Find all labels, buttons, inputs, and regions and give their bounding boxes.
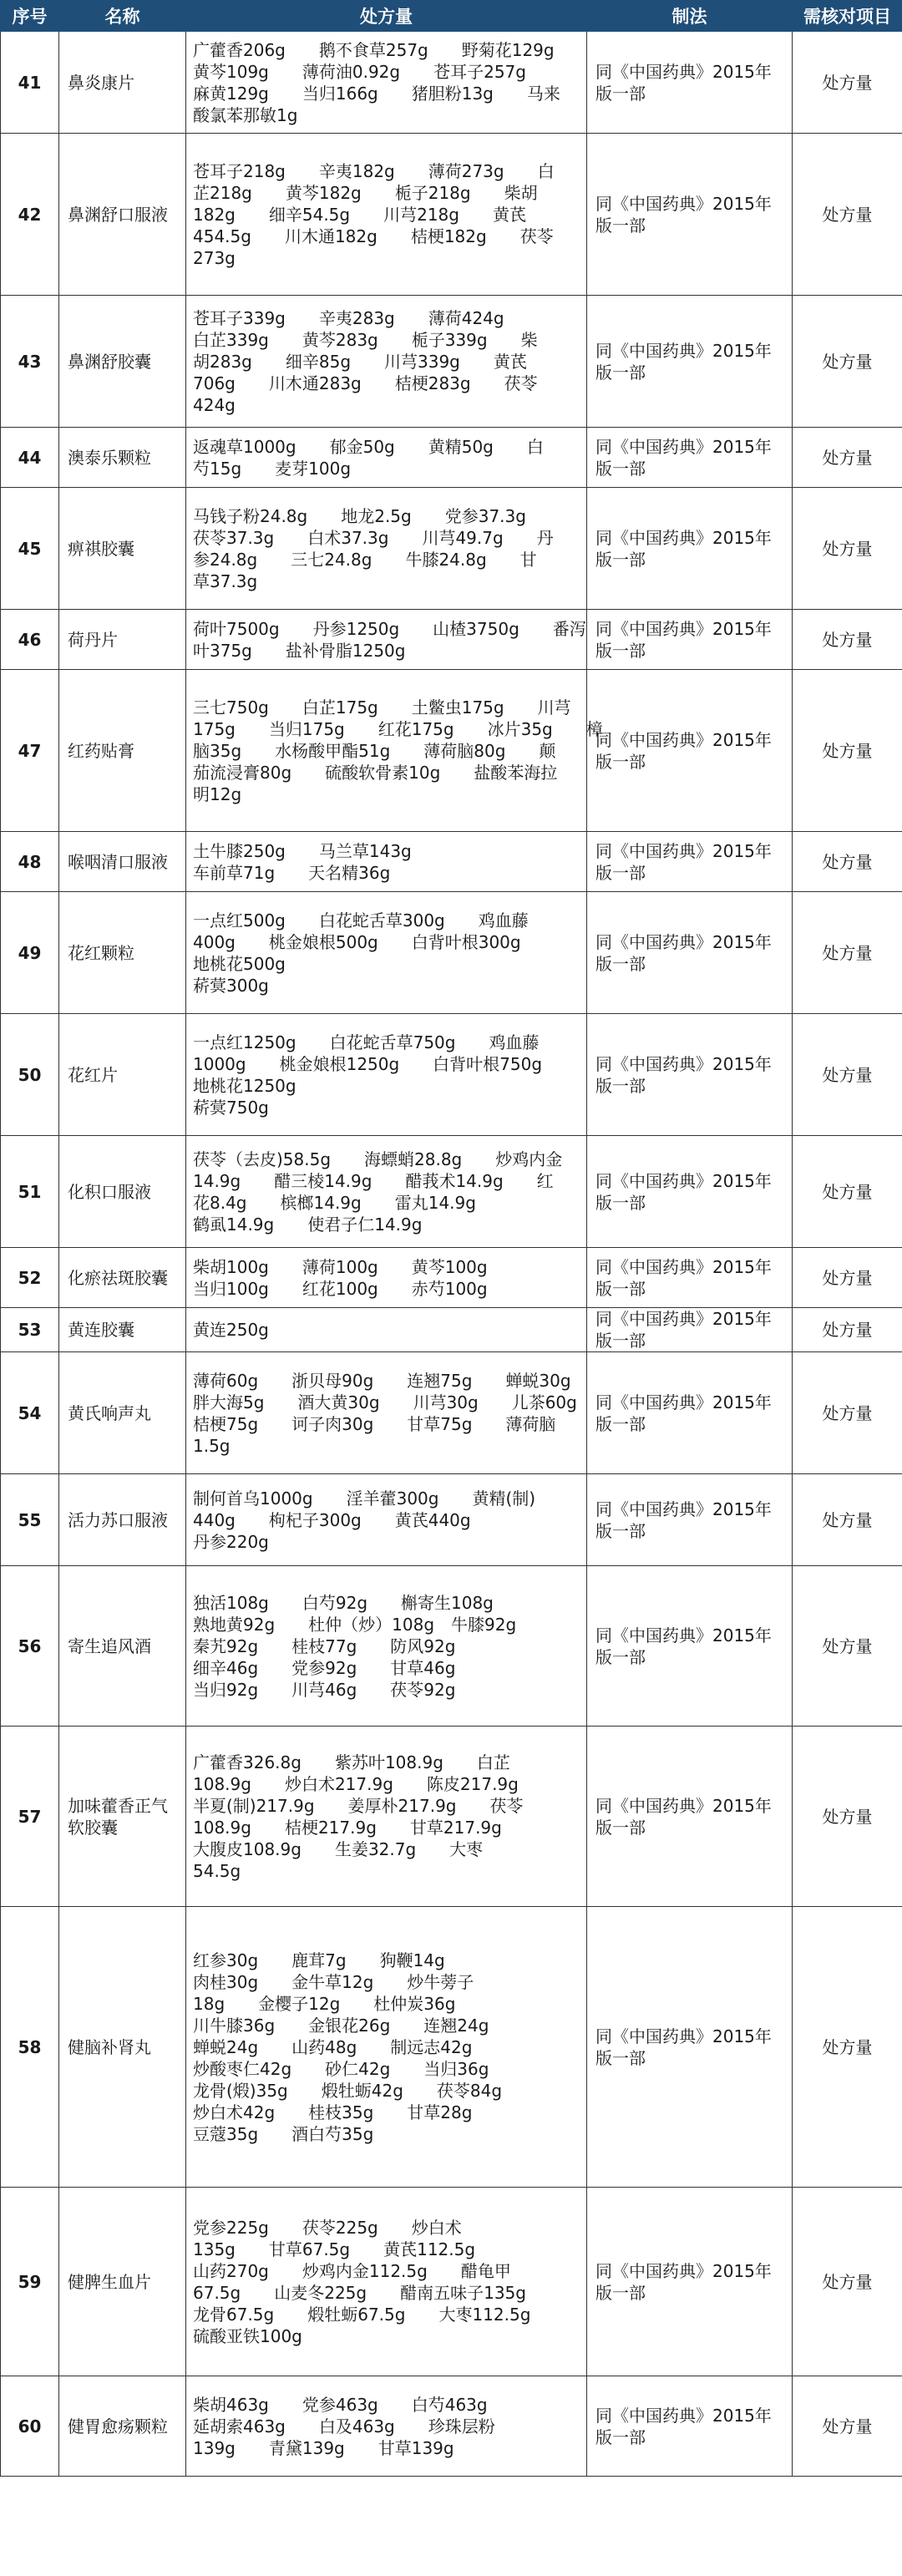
table-row [1, 1136, 902, 1248]
row-number: 58 [1, 1907, 59, 2188]
row-number: 46 [1, 610, 59, 670]
formula-line: 400g 桃金娘根500g 白背叶根300g [193, 931, 521, 952]
formula-line: 茄流浸膏80g 硫酸软骨素10g 盐酸苯海拉 [193, 762, 558, 783]
formula-cell [186, 1014, 587, 1136]
formula-line: 薄荷60g 浙贝母90g 连翘75g 蝉蜕30g [193, 1370, 571, 1391]
row-number: 48 [1, 832, 59, 892]
table-row [1, 428, 902, 488]
formula-line: 273g [193, 247, 236, 268]
table-row [1, 1248, 902, 1308]
formula-line: 白芷339g 黄芩283g 栀子339g 柴 [193, 329, 538, 350]
check-item: 处方量 [793, 1014, 902, 1136]
formula-line: 424g [193, 394, 236, 415]
formula-line: 脑35g 水杨酸甲酯51g 薄荷脑80g 颠 [193, 740, 556, 761]
formula-line: 108.9g 桔梗217.9g 甘草217.9g [193, 1817, 502, 1838]
drug-name: 鼻渊舒口服液 [59, 134, 186, 296]
drug-name: 加味藿香正气软胶囊 [59, 1727, 186, 1907]
formula-line: 胡283g 细辛85g 川芎339g 黄芪 [193, 351, 527, 372]
preparation-method: 同《中国药典》2015年版一部 [587, 1248, 793, 1308]
table-row [1, 892, 902, 1014]
table-row [1, 32, 902, 134]
formula-cell [186, 832, 587, 892]
check-item: 处方量 [793, 610, 902, 670]
formula-line: 红参30g 鹿茸7g 狗鞭14g [193, 1950, 445, 1970]
drug-name: 红药贴膏 [59, 670, 186, 832]
row-number: 51 [1, 1136, 59, 1248]
row-number: 42 [1, 134, 59, 296]
formula-line: 三七750g 白芷175g 土鳖虫175g 川芎 [193, 697, 571, 718]
formula-line: 党参225g 茯苓225g 炒白术 [193, 2217, 462, 2238]
drug-name: 花红颗粒 [59, 892, 186, 1014]
formula-line: 108.9g 炒白术217.9g 陈皮217.9g [193, 1773, 519, 1794]
formula-line: 67.5g 山麦冬225g 醋南五味子135g [193, 2282, 526, 2303]
check-item: 处方量 [793, 134, 902, 296]
check-item: 处方量 [793, 670, 902, 832]
table-body [1, 32, 902, 2477]
formula-cell [186, 2376, 587, 2477]
preparation-method: 同《中国药典》2015年版一部 [587, 428, 793, 488]
drug-name: 健脾生血片 [59, 2188, 186, 2376]
table-row [1, 1308, 902, 1352]
formula-line: 黄连250g [193, 1320, 269, 1340]
check-item: 处方量 [793, 1907, 902, 2188]
row-number: 47 [1, 670, 59, 832]
table-row [1, 1014, 902, 1136]
formula-cell [186, 1566, 587, 1727]
preparation-method: 同《中国药典》2015年版一部 [587, 296, 793, 428]
formula-line: 苍耳子218g 辛夷182g 薄荷273g 白 [193, 160, 555, 181]
table-row [1, 670, 902, 832]
formula-line: 440g 枸杞子300g 黄芪440g [193, 1509, 471, 1530]
row-number: 60 [1, 2376, 59, 2477]
table-row [1, 1566, 902, 1727]
preparation-method: 同《中国药典》2015年版一部 [587, 832, 793, 892]
formula-line: 草37.3g [193, 570, 258, 591]
row-number: 55 [1, 1474, 59, 1566]
row-number: 56 [1, 1566, 59, 1727]
formula-line: 花8.4g 槟榔14.9g 雷丸14.9g [193, 1192, 476, 1213]
table-row [1, 1352, 902, 1474]
drug-name: 痹祺胶囊 [59, 488, 186, 610]
preparation-method: 同《中国药典》2015年版一部 [587, 1566, 793, 1727]
drug-name: 鼻渊舒胶囊 [59, 296, 186, 428]
preparation-method: 同《中国药典》2015年版一部 [587, 610, 793, 670]
table-row [1, 1474, 902, 1566]
formula-line: 叶375g 盐补骨脂1250g [193, 640, 406, 661]
preparation-method: 同《中国药典》2015年版一部 [587, 2376, 793, 2477]
formula-line: 茯苓37.3g 白术37.3g 川芎49.7g 丹 [193, 527, 554, 548]
formula-cell [186, 1727, 587, 1907]
table-row [1, 2188, 902, 2376]
preparation-method: 同《中国药典》2015年版一部 [587, 1352, 793, 1474]
row-number: 52 [1, 1248, 59, 1308]
formula-line: 139g 青黛139g 甘草139g [193, 2437, 454, 2458]
preparation-method: 同《中国药典》2015年版一部 [587, 134, 793, 296]
formula-line: 秦艽92g 桂枝77g 防风92g [193, 1635, 456, 1656]
drug-name: 鼻炎康片 [59, 32, 186, 134]
formula-line: 当归100g 红花100g 赤芍100g [193, 1278, 488, 1299]
formula-line: 柴胡100g 薄荷100g 黄芩100g [193, 1256, 488, 1277]
drug-name: 化瘀祛斑胶囊 [59, 1248, 186, 1308]
formula-line: 延胡索463g 白及463g 珍珠层粉 [193, 2416, 495, 2437]
formula-cell [186, 1136, 587, 1248]
header-formula: 处方量 [186, 1, 587, 32]
formula-line: 柴胡463g 党参463g 白芍463g [193, 2394, 488, 2415]
check-item: 处方量 [793, 1136, 902, 1248]
check-item: 处方量 [793, 892, 902, 1014]
preparation-method: 同《中国药典》2015年版一部 [587, 32, 793, 134]
formula-line: 龙骨(煅)35g 煅牡蛎42g 茯苓84g [193, 2080, 503, 2101]
formula-line: 茯苓（去皮)58.5g 海螵蛸28.8g 炒鸡内金 [193, 1149, 563, 1169]
check-item: 处方量 [793, 1308, 902, 1352]
check-item: 处方量 [793, 488, 902, 610]
table-row [1, 134, 902, 296]
formula-line: 返魂草1000g 郁金50g 黄精50g 白 [193, 436, 544, 457]
check-item: 处方量 [793, 1566, 902, 1727]
table-row [1, 1727, 902, 1907]
formula-line: 芍15g 麦芽100g [193, 458, 352, 479]
formula-line: 硫酸亚铁100g [193, 2325, 302, 2346]
formula-line: 14.9g 醋三棱14.9g 醋莪术14.9g 红 [193, 1170, 554, 1191]
formula-cell [186, 428, 587, 488]
formula-line: 豆蔻35g 酒白芍35g [193, 2123, 374, 2144]
drug-name: 黄连胶囊 [59, 1308, 186, 1352]
formula-line: 细辛46g 党参92g 甘草46g [193, 1657, 456, 1678]
table-row [1, 296, 902, 428]
row-number: 44 [1, 428, 59, 488]
row-number: 59 [1, 2188, 59, 2376]
formula-cell [186, 670, 603, 832]
header-name: 名称 [59, 1, 186, 32]
preparation-method: 同《中国药典》2015年版一部 [587, 1308, 793, 1352]
formula-cell [186, 1308, 587, 1352]
formula-line: 1.5g [193, 1435, 231, 1456]
formula-line: 蝉蜕24g 山药48g 制远志42g [193, 2036, 473, 2057]
header-no: 序号 [1, 1, 59, 32]
formula-line: 18g 金樱子12g 杜仲炭36g [193, 1993, 456, 2014]
formula-line: 454.5g 川木通182g 桔梗182g 茯苓 [193, 226, 554, 246]
formula-line: 菥蓂750g [193, 1097, 269, 1118]
formula-cell [186, 32, 587, 134]
check-item: 处方量 [793, 1474, 902, 1566]
formula-line: 1000g 桃金娘根1250g 白背叶根750g [193, 1053, 543, 1074]
formula-line: 制何首乌1000g 淫羊藿300g 黄精(制) [193, 1488, 536, 1509]
formula-line: 明12g [193, 783, 242, 804]
preparation-method: 同《中国药典》2015年版一部 [587, 1136, 793, 1248]
check-item: 处方量 [793, 2376, 902, 2477]
formula-line: 广藿香326.8g 紫苏叶108.9g 白芷 [193, 1752, 510, 1772]
table-row [1, 1907, 902, 2188]
check-item: 处方量 [793, 32, 902, 134]
preparation-method: 同《中国药典》2015年版一部 [587, 488, 793, 610]
table-row [1, 832, 902, 892]
preparation-method: 同《中国药典》2015年版一部 [587, 1907, 793, 2188]
formula-line: 黄芩109g 薄荷油0.92g 苍耳子257g [193, 61, 526, 82]
formula-line: 酸氯苯那敏1g [193, 104, 298, 125]
drug-name: 荷丹片 [59, 610, 186, 670]
formula-line: 芷218g 黄芩182g 栀子218g 柴胡 [193, 182, 538, 203]
row-number: 57 [1, 1727, 59, 1907]
preparation-method: 同《中国药典》2015年版一部 [587, 1014, 793, 1136]
formula-line: 桔梗75g 诃子肉30g 甘草75g 薄荷脑 [193, 1413, 556, 1434]
drug-name: 健胃愈疡颗粒 [59, 2376, 186, 2477]
preparation-method: 同《中国药典》2015年版一部 [587, 1727, 793, 1907]
formula-cell [186, 1352, 587, 1474]
row-number: 41 [1, 32, 59, 134]
formula-line: 54.5g [193, 1860, 241, 1881]
row-number: 45 [1, 488, 59, 610]
preparation-method: 同《中国药典》2015年版一部 [587, 892, 793, 1014]
formula-line: 鹤虱14.9g 使君子仁14.9g [193, 1214, 423, 1235]
formula-line: 川牛膝36g 金银花26g 连翘24g [193, 2015, 489, 2036]
drug-name: 澳泰乐颗粒 [59, 428, 186, 488]
formula-line: 182g 细辛54.5g 川芎218g 黄芪 [193, 204, 526, 225]
formula-line: 当归92g 川芎46g 茯苓92g [193, 1679, 456, 1700]
formula-line: 广藿香206g 鹅不食草257g 野菊花129g [193, 39, 555, 60]
formula-cell [186, 134, 587, 296]
formula-cell [186, 1907, 587, 2188]
check-item: 处方量 [793, 832, 902, 892]
formula-line: 熟地黄92g 杜仲（炒）108g 牛膝92g [193, 1614, 517, 1635]
formula-line: 半夏(制)217.9g 姜厚朴217.9g 茯苓 [193, 1795, 524, 1816]
formula-cell [186, 892, 587, 1014]
formula-line: 山药270g 炒鸡内金112.5g 醋龟甲 [193, 2260, 511, 2281]
formula-line: 炒白术42g 桂枝35g 甘草28g [193, 2102, 473, 2122]
table-header [1, 1, 902, 32]
drug-name: 寄生追风酒 [59, 1566, 186, 1727]
table-row [1, 488, 902, 610]
formula-line: 土牛膝250g 马兰草143g [193, 840, 412, 861]
check-item: 处方量 [793, 1248, 902, 1308]
formula-cell [186, 610, 587, 670]
formula-cell [186, 2188, 587, 2376]
formula-line: 一点红1250g 白花蛇舌草750g 鸡血藤 [193, 1032, 540, 1052]
formula-line: 龙骨67.5g 煅牡蛎67.5g 大枣112.5g [193, 2304, 531, 2325]
formula-line: 706g 川木通283g 桔梗283g 茯苓 [193, 373, 538, 393]
table-row [1, 610, 902, 670]
row-number: 50 [1, 1014, 59, 1136]
formula-line: 丹参220g [193, 1531, 269, 1552]
formula-line: 地桃花1250g [193, 1075, 296, 1096]
formula-line: 马钱子粉24.8g 地龙2.5g 党参37.3g [193, 505, 526, 526]
header-method: 制法 [587, 1, 793, 32]
formula-line: 苍耳子339g 辛夷283g 薄荷424g [193, 307, 504, 328]
row-number: 54 [1, 1352, 59, 1474]
formula-line: 大腹皮108.9g 生姜32.7g 大枣 [193, 1838, 484, 1859]
drug-name: 黄氏响声丸 [59, 1352, 186, 1474]
formula-line: 肉桂30g 金牛草12g 炒牛蒡子 [193, 1971, 474, 1992]
formula-line: 135g 甘草67.5g 黄芪112.5g [193, 2239, 476, 2259]
table-row [1, 2376, 902, 2477]
drug-name: 活力苏口服液 [59, 1474, 186, 1566]
formula-line: 菥蓂300g [193, 975, 269, 996]
preparation-method: 同《中国药典》2015年版一部 [587, 1474, 793, 1566]
header-check: 需核对项目 [793, 1, 902, 32]
formula-cell [186, 488, 587, 610]
check-item: 处方量 [793, 296, 902, 428]
formula-line: 独活108g 白芍92g 槲寄生108g [193, 1592, 494, 1613]
drug-name: 健脑补肾丸 [59, 1907, 186, 2188]
row-number: 53 [1, 1308, 59, 1352]
formula-line: 荷叶7500g 丹参1250g 山楂3750g 番泻 [193, 618, 586, 639]
formula-line: 175g 当归175g 红花175g 冰片35g 樟 [193, 718, 603, 739]
formula-line: 胖大海5g 酒大黄30g 川芎30g 儿茶60g [193, 1392, 577, 1412]
check-item: 处方量 [793, 2188, 902, 2376]
row-number: 43 [1, 296, 59, 428]
preparation-method: 同《中国药典》2015年版一部 [587, 2188, 793, 2376]
row-number: 49 [1, 892, 59, 1014]
check-item: 处方量 [793, 428, 902, 488]
formula-line: 参24.8g 三七24.8g 牛膝24.8g 甘 [193, 549, 537, 570]
formula-line: 炒酸枣仁42g 砂仁42g 当归36g [193, 2058, 489, 2079]
check-item: 处方量 [793, 1727, 902, 1907]
drug-name: 花红片 [59, 1014, 186, 1136]
formula-cell [186, 1248, 587, 1308]
formula-line: 麻黄129g 当归166g 猪胆粉13g 马来 [193, 83, 560, 104]
formula-line: 地桃花500g [193, 953, 286, 974]
formula-cell [186, 296, 587, 428]
formula-line: 一点红500g 白花蛇舌草300g 鸡血藤 [193, 910, 529, 931]
preparation-method: 同《中国药典》2015年版一部 [587, 670, 793, 832]
check-item: 处方量 [793, 1352, 902, 1474]
formula-cell [186, 1474, 587, 1566]
drug-name: 化积口服液 [59, 1136, 186, 1248]
drug-name: 喉咽清口服液 [59, 832, 186, 892]
formula-line: 车前草71g 天名精36g [193, 862, 391, 883]
